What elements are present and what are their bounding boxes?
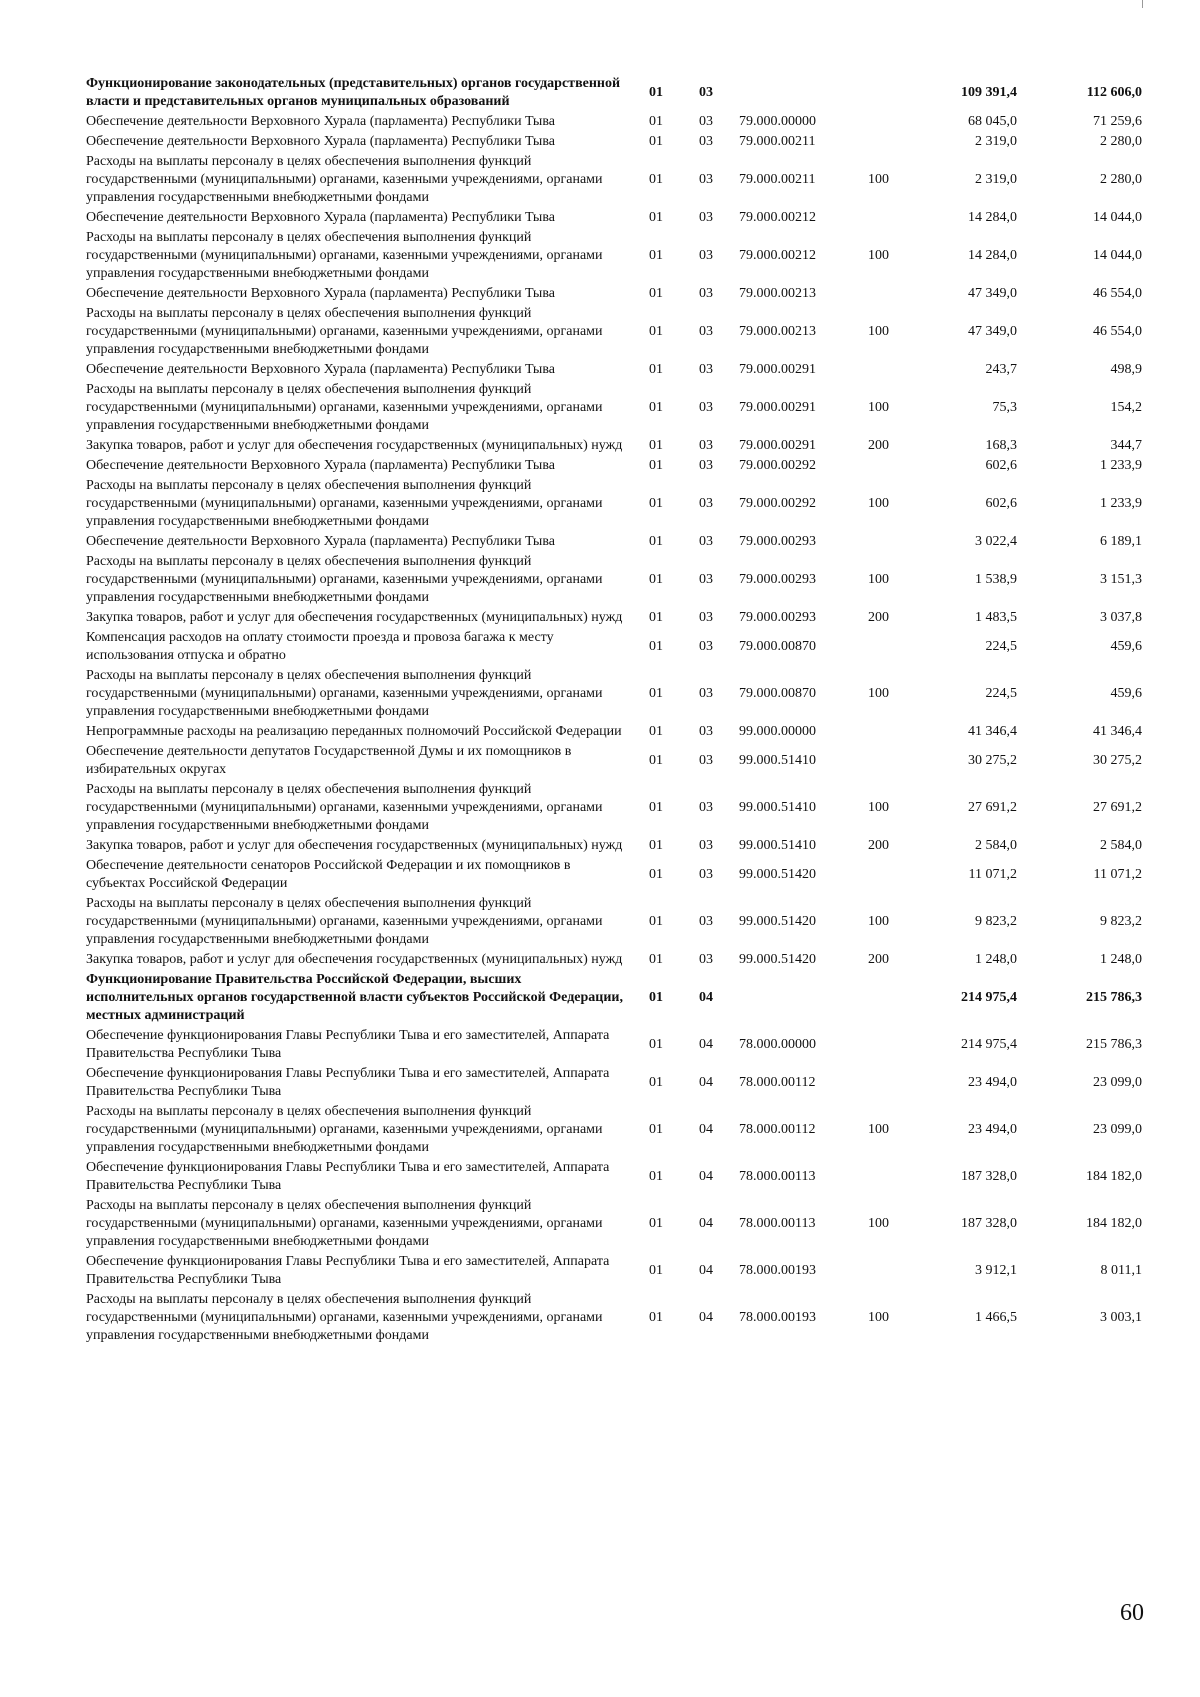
row-amount-year-1: 9 823,2 xyxy=(975,914,1017,929)
row-target-article: 79.000.00293 xyxy=(739,534,816,549)
row-section-code: 01 xyxy=(649,85,663,100)
row-section-code: 01 xyxy=(649,114,663,129)
table-row xyxy=(86,722,1146,742)
row-amount-year-2: 11 071,2 xyxy=(1093,867,1142,882)
row-amount-year-1: 68 045,0 xyxy=(968,114,1017,129)
row-expense-type xyxy=(856,1252,901,1290)
row-amount-year-1: 168,3 xyxy=(985,438,1017,453)
row-expense-type xyxy=(856,742,901,780)
row-amount-year-1: 3 022,4 xyxy=(975,534,1017,549)
row-subsection-code: 04 xyxy=(699,1037,713,1052)
row-subsection-code: 03 xyxy=(699,686,713,701)
row-name: Закупка товаров, работ и услуг для обеспечения государственных (муниципальных) нужд xyxy=(86,438,623,453)
row-expense-type: 100 xyxy=(868,800,889,815)
row-amount-year-2: 344,7 xyxy=(1110,438,1142,453)
row-subsection-code: 03 xyxy=(699,286,713,301)
row-amount-year-2: 27 691,2 xyxy=(1093,800,1142,815)
row-section-code: 01 xyxy=(649,1169,663,1184)
row-expense-type: 100 xyxy=(868,324,889,339)
row-amount-year-1: 214 975,4 xyxy=(961,1037,1017,1052)
row-name: Компенсация расходов на оплату стоимости проезда и провоза багажа к месту использования отпуска и обратно xyxy=(86,630,554,663)
row-amount-year-1: 602,6 xyxy=(985,458,1017,473)
row-subsection-code: 04 xyxy=(699,990,713,1005)
table-row xyxy=(86,152,1146,208)
row-section-code: 01 xyxy=(649,724,663,739)
row-expense-type: 200 xyxy=(868,952,889,967)
table-row xyxy=(86,628,1146,666)
row-amount-year-2: 184 182,0 xyxy=(1086,1216,1142,1231)
row-amount-year-2: 2 280,0 xyxy=(1100,172,1142,187)
table-row xyxy=(86,228,1146,284)
row-target-article: 99.000.51420 xyxy=(739,867,816,882)
row-expense-type: 100 xyxy=(868,248,889,263)
table-row xyxy=(86,132,1146,152)
row-amount-year-1: 75,3 xyxy=(992,400,1017,415)
row-section-code: 01 xyxy=(649,1263,663,1278)
row-amount-year-1: 11 071,2 xyxy=(968,867,1017,882)
table-row xyxy=(86,436,1146,456)
row-name: Обеспечение функционирования Главы Республики Тыва и его заместителей, Аппарата Правительства Республики Тыва xyxy=(86,1028,610,1061)
row-amount-year-2: 498,9 xyxy=(1110,362,1142,377)
row-name: Обеспечение деятельности Верховного Хурала (парламента) Республики Тыва xyxy=(86,362,555,377)
row-subsection-code: 03 xyxy=(699,952,713,967)
row-name: Расходы на выплаты персоналу в целях обеспечения выполнения функций государственными (муниципальными) органами, казенными учреждениями, органами управления государственными внебюджетными фондами xyxy=(86,1198,603,1249)
row-target-article: 99.000.51420 xyxy=(739,952,816,967)
row-expense-type xyxy=(856,532,901,552)
row-amount-year-1: 23 494,0 xyxy=(968,1075,1017,1090)
row-subsection-code: 03 xyxy=(699,753,713,768)
row-name: Обеспечение функционирования Главы Республики Тыва и его заместителей, Аппарата Правительства Республики Тыва xyxy=(86,1160,610,1193)
row-target-article: 79.000.00291 xyxy=(739,362,816,377)
row-amount-year-1: 109 391,4 xyxy=(961,85,1017,100)
row-expense-type: 100 xyxy=(868,400,889,415)
row-section-code: 01 xyxy=(649,800,663,815)
row-amount-year-2: 3 151,3 xyxy=(1100,572,1142,587)
row-section-code: 01 xyxy=(649,534,663,549)
row-target-article: 79.000.00211 xyxy=(739,134,816,149)
row-name: Расходы на выплаты персоналу в целях обеспечения выполнения функций государственными (муниципальными) органами, казенными учреждениями, органами управления государственными внебюджетными фондами xyxy=(86,382,603,433)
row-subsection-code: 03 xyxy=(699,800,713,815)
row-expense-type xyxy=(856,456,901,476)
row-name: Закупка товаров, работ и услуг для обеспечения государственных (муниципальных) нужд xyxy=(86,610,623,625)
row-subsection-code: 04 xyxy=(699,1169,713,1184)
table-row xyxy=(86,1102,1146,1158)
row-section-code: 01 xyxy=(649,914,663,929)
row-expense-type: 100 xyxy=(868,1216,889,1231)
row-target-article: 79.000.00870 xyxy=(739,686,816,701)
row-expense-type: 100 xyxy=(868,1310,889,1325)
row-subsection-code: 03 xyxy=(699,724,713,739)
row-name: Расходы на выплаты персоналу в целях обеспечения выполнения функций государственными (муниципальными) органами, казенными учреждениями, органами управления государственными внебюджетными фондами xyxy=(86,306,603,357)
row-section-code: 01 xyxy=(649,496,663,511)
row-section-code: 01 xyxy=(649,438,663,453)
row-target-article: 78.000.00000 xyxy=(739,1037,816,1052)
table-row xyxy=(86,836,1146,856)
row-amount-year-2: 23 099,0 xyxy=(1093,1075,1142,1090)
row-expense-type xyxy=(856,1158,901,1196)
row-subsection-code: 03 xyxy=(699,838,713,853)
row-amount-year-1: 1 248,0 xyxy=(975,952,1017,967)
row-section-code: 01 xyxy=(649,324,663,339)
row-subsection-code: 03 xyxy=(699,324,713,339)
row-amount-year-1: 3 912,1 xyxy=(975,1263,1017,1278)
row-amount-year-2: 215 786,3 xyxy=(1086,1037,1142,1052)
row-target-article xyxy=(731,970,856,1026)
table-row xyxy=(86,360,1146,380)
row-section-code: 01 xyxy=(649,248,663,263)
row-section-code: 01 xyxy=(649,1122,663,1137)
row-name: Расходы на выплаты персоналу в целях обеспечения выполнения функций государственными (муниципальными) органами, казенными учреждениями, органами управления государственными внебюджетными фондами xyxy=(86,554,603,605)
row-amount-year-1: 41 346,4 xyxy=(968,724,1017,739)
row-section-code: 01 xyxy=(649,990,663,1005)
row-section-code: 01 xyxy=(649,1216,663,1231)
row-amount-year-2: 1 233,9 xyxy=(1100,458,1142,473)
row-target-article: 99.000.00000 xyxy=(739,724,816,739)
row-amount-year-2: 9 823,2 xyxy=(1100,914,1142,929)
table-row xyxy=(86,1196,1146,1252)
table-row xyxy=(86,894,1146,950)
row-target-article: 78.000.00112 xyxy=(739,1075,816,1090)
row-subsection-code: 03 xyxy=(699,914,713,929)
row-section-code: 01 xyxy=(649,400,663,415)
row-expense-type: 100 xyxy=(868,914,889,929)
row-target-article: 79.000.00293 xyxy=(739,572,816,587)
row-amount-year-1: 27 691,2 xyxy=(968,800,1017,815)
row-target-article: 79.000.00293 xyxy=(739,610,816,625)
row-amount-year-1: 47 349,0 xyxy=(968,286,1017,301)
row-subsection-code: 03 xyxy=(699,400,713,415)
row-target-article: 99.000.51410 xyxy=(739,838,816,853)
row-name: Закупка товаров, работ и услуг для обеспечения государственных (муниципальных) нужд xyxy=(86,838,623,853)
row-name: Обеспечение деятельности Верховного Хурала (парламента) Республики Тыва xyxy=(86,134,555,149)
table-row xyxy=(86,780,1146,836)
table-row xyxy=(86,112,1146,132)
row-amount-year-1: 1 466,5 xyxy=(975,1310,1017,1325)
row-name: Расходы на выплаты персоналу в целях обеспечения выполнения функций государственными (муниципальными) органами, казенными учреждениями, органами управления государственными внебюджетными фондами xyxy=(86,668,603,719)
row-name: Расходы на выплаты персоналу в целях обеспечения выполнения функций государственными (муниципальными) органами, казенными учреждениями, органами управления государственными внебюджетными фондами xyxy=(86,1292,603,1343)
row-expense-type xyxy=(856,970,901,1026)
table-section-row xyxy=(86,74,1146,112)
row-subsection-code: 03 xyxy=(699,572,713,587)
row-section-code: 01 xyxy=(649,867,663,882)
row-name: Расходы на выплаты персоналу в целях обеспечения выполнения функций государственными (муниципальными) органами, казенными учреждениями, органами управления государственными внебюджетными фондами xyxy=(86,1104,603,1155)
row-expense-type: 200 xyxy=(868,438,889,453)
row-section-code: 01 xyxy=(649,572,663,587)
row-target-article: 79.000.00213 xyxy=(739,286,816,301)
row-target-article: 79.000.00212 xyxy=(739,248,816,263)
row-target-article: 79.000.00000 xyxy=(739,114,816,129)
row-subsection-code: 04 xyxy=(699,1122,713,1137)
row-amount-year-1: 30 275,2 xyxy=(968,753,1017,768)
row-name: Функционирование законодательных (представительных) органов государственной власти и представительных органов муниципальных образований xyxy=(86,76,621,109)
row-section-code: 01 xyxy=(649,286,663,301)
row-section-code: 01 xyxy=(649,172,663,187)
row-amount-year-2: 459,6 xyxy=(1110,639,1142,654)
row-expense-type xyxy=(856,1026,901,1064)
row-amount-year-2: 215 786,3 xyxy=(1086,990,1142,1005)
row-name: Обеспечение функционирования Главы Республики Тыва и его заместителей, Аппарата Правительства Республики Тыва xyxy=(86,1254,610,1287)
row-expense-type: 100 xyxy=(868,686,889,701)
row-subsection-code: 03 xyxy=(699,172,713,187)
row-amount-year-2: 112 606,0 xyxy=(1086,85,1142,100)
row-expense-type xyxy=(856,112,901,132)
budget-table-body xyxy=(86,74,1146,1346)
row-subsection-code: 03 xyxy=(699,496,713,511)
row-amount-year-1: 2 319,0 xyxy=(975,172,1017,187)
row-section-code: 01 xyxy=(649,952,663,967)
row-target-article: 78.000.00193 xyxy=(739,1263,816,1278)
row-expense-type xyxy=(856,132,901,152)
row-section-code: 01 xyxy=(649,134,663,149)
row-target-article: 79.000.00211 xyxy=(739,172,816,187)
row-expense-type xyxy=(856,74,901,112)
row-target-article: 99.000.51410 xyxy=(739,800,816,815)
budget-table xyxy=(86,74,1146,1346)
row-amount-year-2: 1 248,0 xyxy=(1100,952,1142,967)
scan-edge-mark xyxy=(1142,0,1143,8)
row-amount-year-1: 224,5 xyxy=(985,686,1017,701)
row-amount-year-2: 46 554,0 xyxy=(1093,324,1142,339)
row-target-article: 99.000.51420 xyxy=(739,914,816,929)
row-section-code: 01 xyxy=(649,639,663,654)
row-amount-year-2: 8 011,1 xyxy=(1100,1263,1142,1278)
row-amount-year-2: 71 259,6 xyxy=(1093,114,1142,129)
row-expense-type xyxy=(856,208,901,228)
table-row xyxy=(86,456,1146,476)
row-name: Обеспечение функционирования Главы Республики Тыва и его заместителей, Аппарата Правительства Республики Тыва xyxy=(86,1066,610,1099)
row-name: Обеспечение деятельности Верховного Хурала (парламента) Республики Тыва xyxy=(86,534,555,549)
row-section-code: 01 xyxy=(649,210,663,225)
row-target-article: 79.000.00292 xyxy=(739,496,816,511)
row-expense-type xyxy=(856,722,901,742)
table-row xyxy=(86,552,1146,608)
row-amount-year-2: 6 189,1 xyxy=(1100,534,1142,549)
row-name: Расходы на выплаты персоналу в целях обеспечения выполнения функций государственными (муниципальными) органами, казенными учреждениями, органами управления государственными внебюджетными фондами xyxy=(86,782,603,833)
row-section-code: 01 xyxy=(649,838,663,853)
row-subsection-code: 04 xyxy=(699,1075,713,1090)
row-target-article: 79.000.00870 xyxy=(739,639,816,654)
row-amount-year-2: 14 044,0 xyxy=(1093,210,1142,225)
row-amount-year-1: 2 584,0 xyxy=(975,838,1017,853)
row-subsection-code: 03 xyxy=(699,362,713,377)
table-row xyxy=(86,476,1146,532)
row-subsection-code: 03 xyxy=(699,248,713,263)
row-expense-type: 100 xyxy=(868,172,889,187)
table-row xyxy=(86,1064,1146,1102)
table-row xyxy=(86,1026,1146,1064)
row-amount-year-2: 2 584,0 xyxy=(1100,838,1142,853)
row-section-code: 01 xyxy=(649,1037,663,1052)
row-amount-year-1: 1 483,5 xyxy=(975,610,1017,625)
row-target-article: 79.000.00292 xyxy=(739,458,816,473)
table-row xyxy=(86,284,1146,304)
row-amount-year-2: 46 554,0 xyxy=(1093,286,1142,301)
row-subsection-code: 03 xyxy=(699,210,713,225)
table-row xyxy=(86,1252,1146,1290)
row-expense-type xyxy=(856,628,901,666)
row-section-code: 01 xyxy=(649,1075,663,1090)
row-amount-year-1: 187 328,0 xyxy=(961,1169,1017,1184)
row-name: Обеспечение деятельности депутатов Государственной Думы и их помощников в избирательных округах xyxy=(86,744,572,777)
page-number: 60 xyxy=(1120,1600,1144,1626)
row-subsection-code: 04 xyxy=(699,1263,713,1278)
row-expense-type xyxy=(856,360,901,380)
row-subsection-code: 03 xyxy=(699,534,713,549)
row-name: Обеспечение деятельности сенаторов Российской Федерации и их помощников в субъектах Российской Федерации xyxy=(86,858,571,891)
row-expense-type xyxy=(856,1064,901,1102)
row-name: Обеспечение деятельности Верховного Хурала (парламента) Республики Тыва xyxy=(86,114,555,129)
row-subsection-code: 03 xyxy=(699,610,713,625)
row-section-code: 01 xyxy=(649,1310,663,1325)
row-amount-year-2: 23 099,0 xyxy=(1093,1122,1142,1137)
table-row xyxy=(86,532,1146,552)
row-target-article: 79.000.00212 xyxy=(739,210,816,225)
row-name: Непрограммные расходы на реализацию переданных полномочий Российской Федерации xyxy=(86,724,622,739)
row-name: Обеспечение деятельности Верховного Хурала (парламента) Республики Тыва xyxy=(86,210,555,225)
table-row xyxy=(86,666,1146,722)
row-subsection-code: 03 xyxy=(699,134,713,149)
table-row xyxy=(86,950,1146,970)
row-section-code: 01 xyxy=(649,753,663,768)
row-amount-year-2: 3 003,1 xyxy=(1100,1310,1142,1325)
row-amount-year-1: 214 975,4 xyxy=(961,990,1017,1005)
row-name: Расходы на выплаты персоналу в целях обеспечения выполнения функций государственными (муниципальными) органами, казенными учреждениями, органами управления государственными внебюджетными фондами xyxy=(86,154,603,205)
row-subsection-code: 03 xyxy=(699,114,713,129)
row-amount-year-1: 23 494,0 xyxy=(968,1122,1017,1137)
table-row xyxy=(86,856,1146,894)
row-amount-year-2: 3 037,8 xyxy=(1100,610,1142,625)
row-section-code: 01 xyxy=(649,362,663,377)
table-section-row xyxy=(86,970,1146,1026)
table-row xyxy=(86,1158,1146,1196)
row-section-code: 01 xyxy=(649,458,663,473)
row-expense-type: 200 xyxy=(868,838,889,853)
row-subsection-code: 04 xyxy=(699,1310,713,1325)
row-name: Функционирование Правительства Российской Федерации, высших исполнительных органов государственной власти субъектов Российской Федерации, местных администраций xyxy=(86,972,623,1023)
table-row xyxy=(86,742,1146,780)
row-subsection-code: 03 xyxy=(699,85,713,100)
row-expense-type: 100 xyxy=(868,1122,889,1137)
row-amount-year-2: 154,2 xyxy=(1110,400,1142,415)
row-target-article: 79.000.00213 xyxy=(739,324,816,339)
table-row xyxy=(86,208,1146,228)
row-name: Расходы на выплаты персоналу в целях обеспечения выполнения функций государственными (муниципальными) органами, казенными учреждениями, органами управления государственными внебюджетными фондами xyxy=(86,230,603,281)
row-amount-year-1: 1 538,9 xyxy=(975,572,1017,587)
table-row xyxy=(86,1290,1146,1346)
row-amount-year-2: 459,6 xyxy=(1110,686,1142,701)
row-amount-year-1: 2 319,0 xyxy=(975,134,1017,149)
row-name: Обеспечение деятельности Верховного Хурала (парламента) Республики Тыва xyxy=(86,286,555,301)
row-target-article: 78.000.00193 xyxy=(739,1310,816,1325)
row-amount-year-2: 14 044,0 xyxy=(1093,248,1142,263)
row-name: Расходы на выплаты персоналу в целях обеспечения выполнения функций государственными (муниципальными) органами, казенными учреждениями, органами управления государственными внебюджетными фондами xyxy=(86,478,603,529)
row-amount-year-2: 2 280,0 xyxy=(1100,134,1142,149)
row-expense-type: 100 xyxy=(868,496,889,511)
row-target-article: 99.000.51410 xyxy=(739,753,816,768)
row-amount-year-1: 187 328,0 xyxy=(961,1216,1017,1231)
row-name: Закупка товаров, работ и услуг для обеспечения государственных (муниципальных) нужд xyxy=(86,952,623,967)
row-amount-year-2: 30 275,2 xyxy=(1093,753,1142,768)
row-target-article xyxy=(731,74,856,112)
row-section-code: 01 xyxy=(649,610,663,625)
row-target-article: 79.000.00291 xyxy=(739,400,816,415)
row-expense-type: 100 xyxy=(868,572,889,587)
row-subsection-code: 03 xyxy=(699,458,713,473)
row-subsection-code: 03 xyxy=(699,867,713,882)
row-expense-type xyxy=(856,284,901,304)
row-amount-year-2: 1 233,9 xyxy=(1100,496,1142,511)
row-subsection-code: 03 xyxy=(699,438,713,453)
row-amount-year-2: 41 346,4 xyxy=(1093,724,1142,739)
row-name: Обеспечение деятельности Верховного Хурала (парламента) Республики Тыва xyxy=(86,458,555,473)
row-subsection-code: 03 xyxy=(699,639,713,654)
row-section-code: 01 xyxy=(649,686,663,701)
table-row xyxy=(86,608,1146,628)
table-row xyxy=(86,304,1146,360)
row-target-article: 78.000.00113 xyxy=(739,1216,816,1231)
row-target-article: 78.000.00113 xyxy=(739,1169,816,1184)
row-expense-type xyxy=(856,856,901,894)
row-amount-year-1: 14 284,0 xyxy=(968,248,1017,263)
row-amount-year-1: 224,5 xyxy=(985,639,1017,654)
row-amount-year-1: 602,6 xyxy=(985,496,1017,511)
row-amount-year-2: 184 182,0 xyxy=(1086,1169,1142,1184)
row-target-article: 78.000.00112 xyxy=(739,1122,816,1137)
row-subsection-code: 04 xyxy=(699,1216,713,1231)
row-expense-type: 200 xyxy=(868,610,889,625)
row-target-article: 79.000.00291 xyxy=(739,438,816,453)
row-name: Расходы на выплаты персоналу в целях обеспечения выполнения функций государственными (муниципальными) органами, казенными учреждениями, органами управления государственными внебюджетными фондами xyxy=(86,896,603,947)
row-amount-year-1: 243,7 xyxy=(985,362,1017,377)
table-row xyxy=(86,380,1146,436)
row-amount-year-1: 14 284,0 xyxy=(968,210,1017,225)
row-amount-year-1: 47 349,0 xyxy=(968,324,1017,339)
